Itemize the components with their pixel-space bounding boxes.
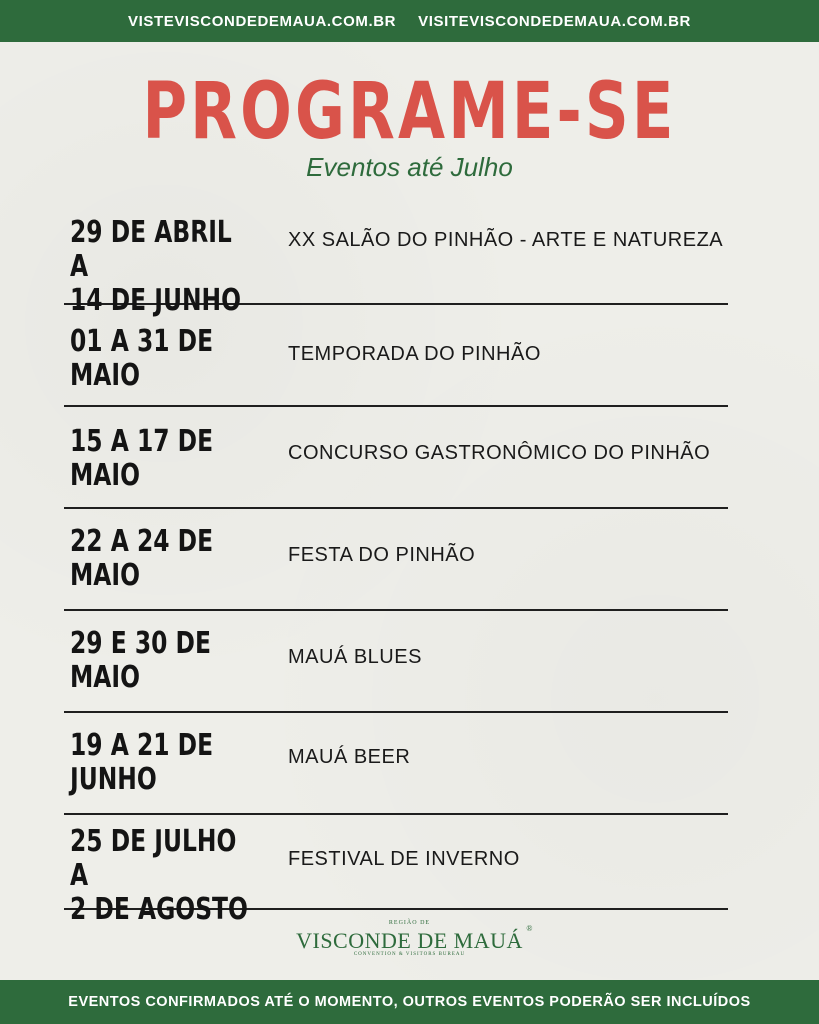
event-row (64, 305, 728, 407)
event-row (64, 713, 728, 815)
header-link-2[interactable]: VISITEVISCONDEDEMAUA.COM.BR (418, 12, 691, 30)
footer-text: EVENTOS CONFIRMADOS ATÉ O MOMENTO, OUTROS EVENTOS PODERÃO SER INCLUÍDOS (68, 994, 751, 1010)
event-date: 29 E 30 DE MAIO (70, 626, 211, 695)
event-date: 01 A 31 DE MAIO (70, 324, 214, 393)
event-name: MAUÁ BEER (288, 746, 411, 768)
event-row (64, 210, 728, 318)
header-link-1[interactable]: VISTEVISCONDEDEMAUA.COM.BR (127, 12, 397, 30)
visconde-de-maua-logo (0, 920, 819, 957)
event-date: 22 A 24 DE MAIO (70, 524, 214, 593)
event-date: 25 DE JULHO A 2 DE AGOSTO (70, 824, 248, 927)
page-subtitle: Eventos até Julho (306, 152, 513, 182)
registered-mark: ® (526, 924, 533, 933)
event-date: 19 A 21 DE JUNHO (70, 728, 214, 797)
header-bar (0, 0, 819, 42)
logo-main-label: VISCONDE DE MAUÁ (296, 928, 523, 953)
event-row (64, 509, 728, 611)
logo-main-text (296, 924, 533, 954)
event-name: FESTA DO PINHÃO (288, 544, 476, 566)
logo-sub-text: CONVENTION & VISITORS BUREAU (353, 952, 466, 957)
event-name: FESTIVAL DE INVERNO (288, 848, 520, 870)
event-name: TEMPORADA DO PINHÃO (288, 343, 541, 365)
event-name: MAUÁ BLUES (288, 646, 422, 668)
page-title: PROGRAME-SE (142, 67, 677, 157)
event-date: 15 A 17 DE MAIO (70, 424, 214, 493)
event-row (64, 611, 728, 713)
event-name: CONCURSO GASTRONÔMICO DO PINHÃO (288, 442, 711, 464)
logo-top-text: REGIÃO DE (388, 920, 431, 926)
footer-bar (0, 980, 819, 1024)
event-date: 29 DE ABRIL A 14 DE JUNHO (70, 215, 242, 318)
event-row (64, 407, 728, 509)
event-name: XX SALÃO DO PINHÃO - ARTE E NATUREZA (288, 229, 724, 251)
